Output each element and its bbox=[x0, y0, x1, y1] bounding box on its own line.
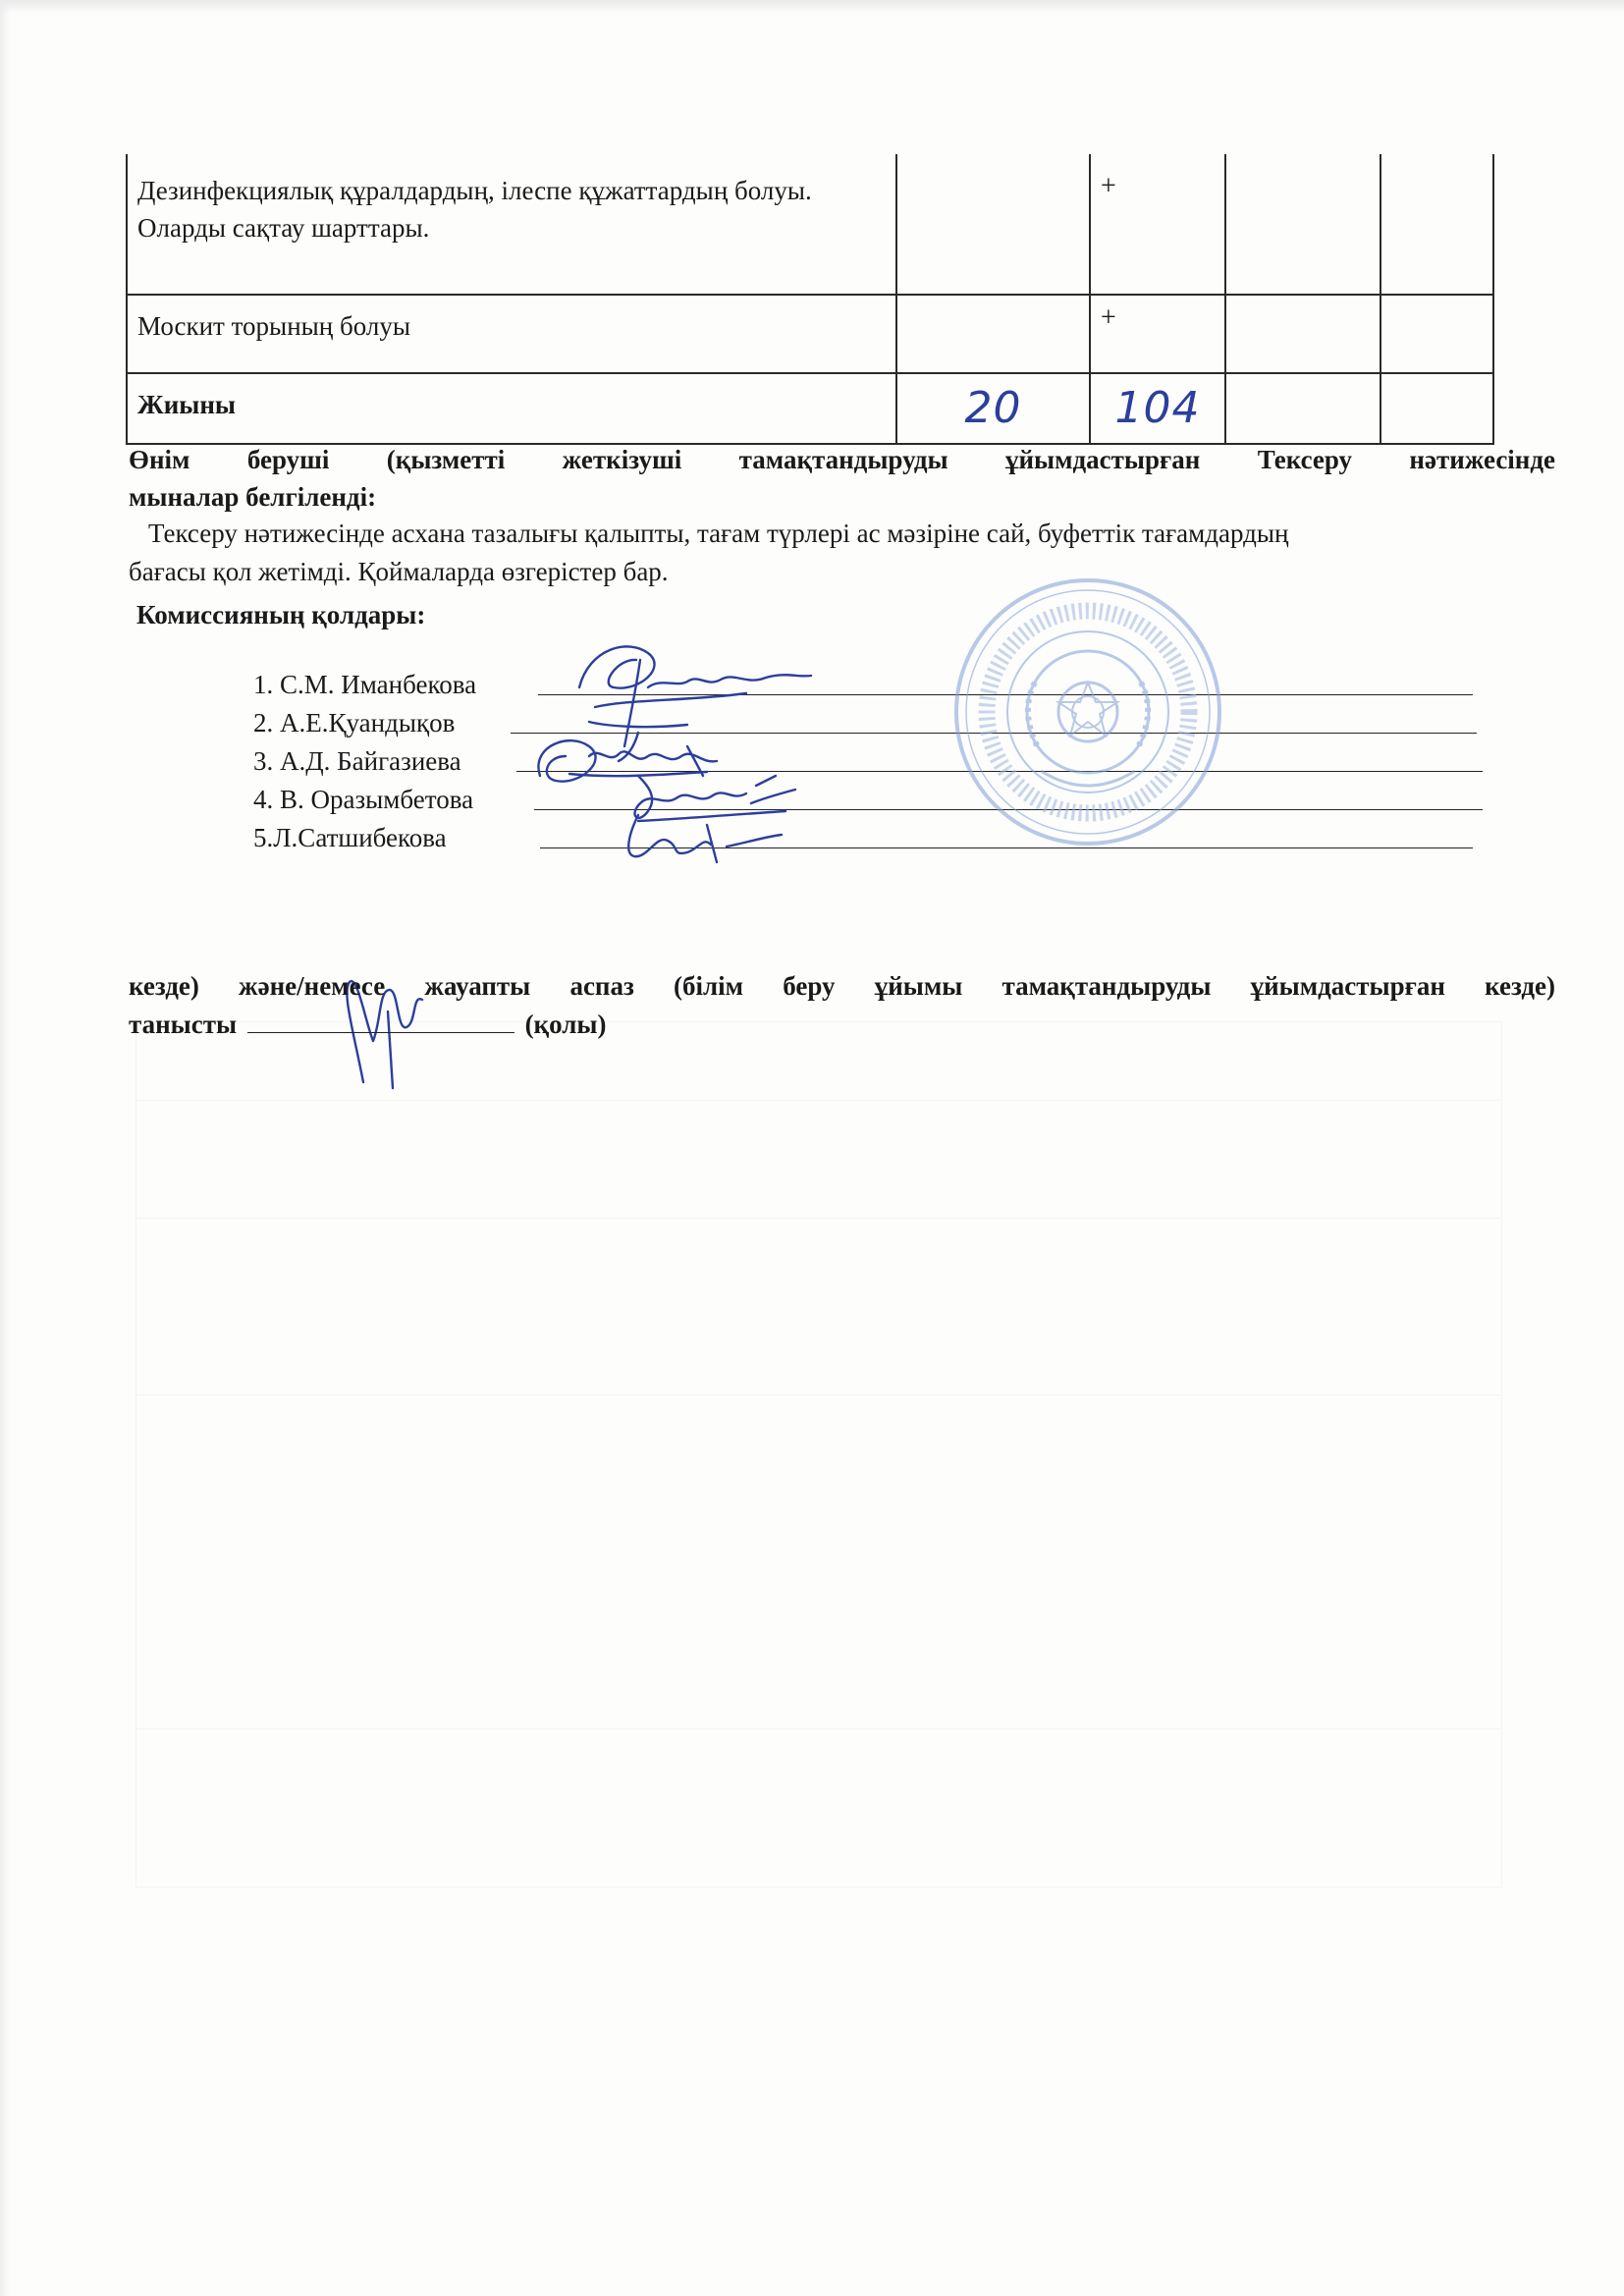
criterion-cell: Дезинфекциялық құралдардың, ілеспе құжаттардың болуы. Оларды сақтау шарттары. bbox=[127, 154, 896, 295]
bleed-through-frame bbox=[135, 1021, 1502, 1887]
table-cell bbox=[1225, 373, 1380, 444]
ack-suffix: (қолы) bbox=[524, 1010, 607, 1039]
commission-member bbox=[253, 781, 476, 819]
bleed-through-line bbox=[135, 1728, 1500, 1729]
acknowledgment-line: кезде) және/немесе жауапты аспаз (білім беру ұйымы тамақтандыруды ұйымдастырған кезде) bbox=[129, 971, 1555, 1001]
commission-list bbox=[253, 666, 476, 857]
handwritten-total: 104 bbox=[1090, 373, 1225, 444]
bleed-through-line bbox=[135, 1218, 1500, 1219]
scan-edge-top bbox=[0, 0, 1624, 14]
member-name: 1. С.М. Иманбекова bbox=[253, 670, 477, 699]
criterion-cell: Москит торының болуы bbox=[127, 295, 896, 373]
handwritten-total: 20 bbox=[896, 373, 1090, 444]
acknowledgment-line bbox=[129, 1006, 1557, 1043]
member-name: 4. В. Оразымбетова bbox=[253, 785, 474, 814]
commission-member bbox=[253, 704, 476, 742]
table-cell bbox=[1380, 373, 1493, 444]
heading-continuation: мыналар белгіленді: bbox=[129, 482, 377, 512]
heading: Өнім беруші (қызметті жеткізуші тамақтандыруды ұйымдастырған Тексеру нәтижесінде bbox=[129, 445, 1555, 474]
official-stamp-icon bbox=[950, 574, 1225, 849]
total-label: Жиыны bbox=[127, 373, 896, 444]
bleed-through-line bbox=[135, 1100, 1500, 1101]
scan-edge-left bbox=[0, 0, 10, 2296]
result-text-line: Тексеру нәтижесінде асхана тазалығы қалыпты, тағам түрлері ас мәзіріне сай, буфеттік тағамдардың bbox=[148, 519, 1289, 548]
table-row bbox=[127, 295, 1493, 373]
check-mark: + bbox=[1090, 295, 1225, 373]
ack-prefix: танысты bbox=[129, 1010, 238, 1039]
check-mark: + bbox=[1090, 154, 1225, 295]
inspection-table bbox=[126, 154, 1494, 445]
result-text-line: бағасы қол жетімді. Қоймаларда өзгерістер бар. bbox=[129, 557, 669, 586]
table-row bbox=[127, 373, 1493, 444]
commission-member bbox=[253, 742, 476, 781]
table-cell bbox=[1380, 295, 1493, 373]
member-name: 2. А.Е.Қуандықов bbox=[253, 708, 456, 738]
commission-title: Комиссияның қолдары: bbox=[136, 600, 426, 629]
commission-member bbox=[253, 819, 476, 857]
table-cell bbox=[1225, 154, 1380, 295]
table-cell bbox=[1380, 154, 1493, 295]
table-row bbox=[127, 154, 1493, 295]
table-cell bbox=[1225, 295, 1380, 373]
table-cell bbox=[896, 154, 1090, 295]
commission-member bbox=[253, 666, 476, 704]
bleed-through-line bbox=[135, 1394, 1500, 1395]
member-name: 3. А.Д. Байгазиева bbox=[253, 746, 461, 776]
signature-line bbox=[247, 1007, 514, 1033]
table-cell bbox=[896, 295, 1090, 373]
member-name: 5.Л.Сатшибекова bbox=[253, 823, 447, 852]
